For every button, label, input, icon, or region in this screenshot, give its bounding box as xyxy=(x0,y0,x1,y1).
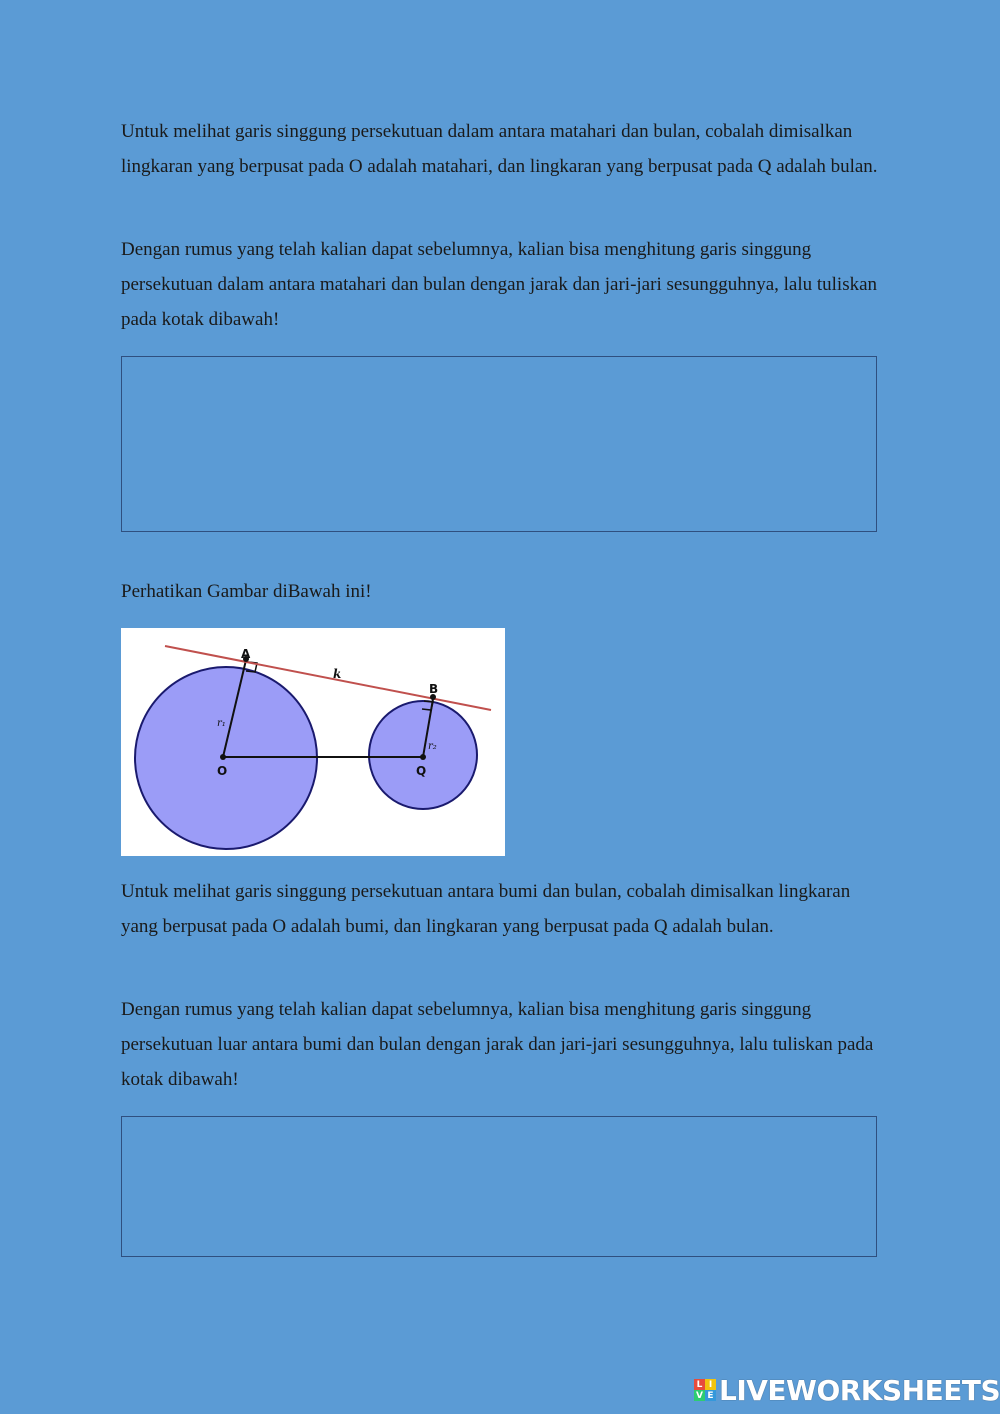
logo-mark-icon xyxy=(694,1379,716,1401)
label-a: A xyxy=(241,647,251,661)
label-o: O xyxy=(217,764,228,778)
instruction-paragraph-4: Dengan rumus yang telah kalian dapat sebelumnya, kalian bisa menghitung garis singgung persekutuan luar antara bumi dan bulan dengan jarak dan jari-jari sesungguhnya, lalu tuliskan pada kotak dibawah! xyxy=(121,999,874,1090)
label-r2: r₂ xyxy=(428,741,437,752)
label-b: B xyxy=(429,682,439,696)
logo-text: LIVEWORKSHEETS xyxy=(719,1373,1000,1407)
figure-caption: Perhatikan Gambar diBawah ini! xyxy=(121,581,372,602)
logo-tile-i: I xyxy=(705,1379,716,1390)
logo-tile-v: V xyxy=(694,1390,705,1401)
logo-tile-e: E xyxy=(705,1390,716,1401)
point-q xyxy=(420,754,426,760)
tangent-circles-figure xyxy=(121,628,505,856)
instruction-paragraph-1: Untuk melihat garis singgung persekutuan dalam antara matahari dan bulan, cobalah dimisalkan lingkaran yang berpusat pada O adalah matahari, dan lingkaran yang berpusat pada Q adalah bulan. xyxy=(121,121,878,177)
liveworksheets-logo xyxy=(694,1374,1000,1406)
tangent-diagram xyxy=(121,628,505,856)
logo-tile-l: L xyxy=(694,1379,705,1390)
answer-box-external-tangent[interactable] xyxy=(121,1116,877,1257)
label-k: k xyxy=(333,667,342,681)
label-r1: r₁ xyxy=(217,718,226,729)
point-o xyxy=(220,754,226,760)
instruction-paragraph-3: Untuk melihat garis singgung persekutuan antara bumi dan bulan, cobalah dimisalkan lingkaran yang berpusat pada O adalah bumi, dan lingkaran yang berpusat pada Q adalah bulan. xyxy=(121,881,851,937)
label-q: Q xyxy=(416,764,427,778)
instruction-paragraph-2: Dengan rumus yang telah kalian dapat sebelumnya, kalian bisa menghitung garis singgung persekutuan dalam antara matahari dan bulan dengan jarak dan jari-jari sesungguhnya, lalu tuliskan pada kotak dibawah! xyxy=(121,239,878,330)
answer-box-internal-tangent[interactable] xyxy=(121,356,877,532)
